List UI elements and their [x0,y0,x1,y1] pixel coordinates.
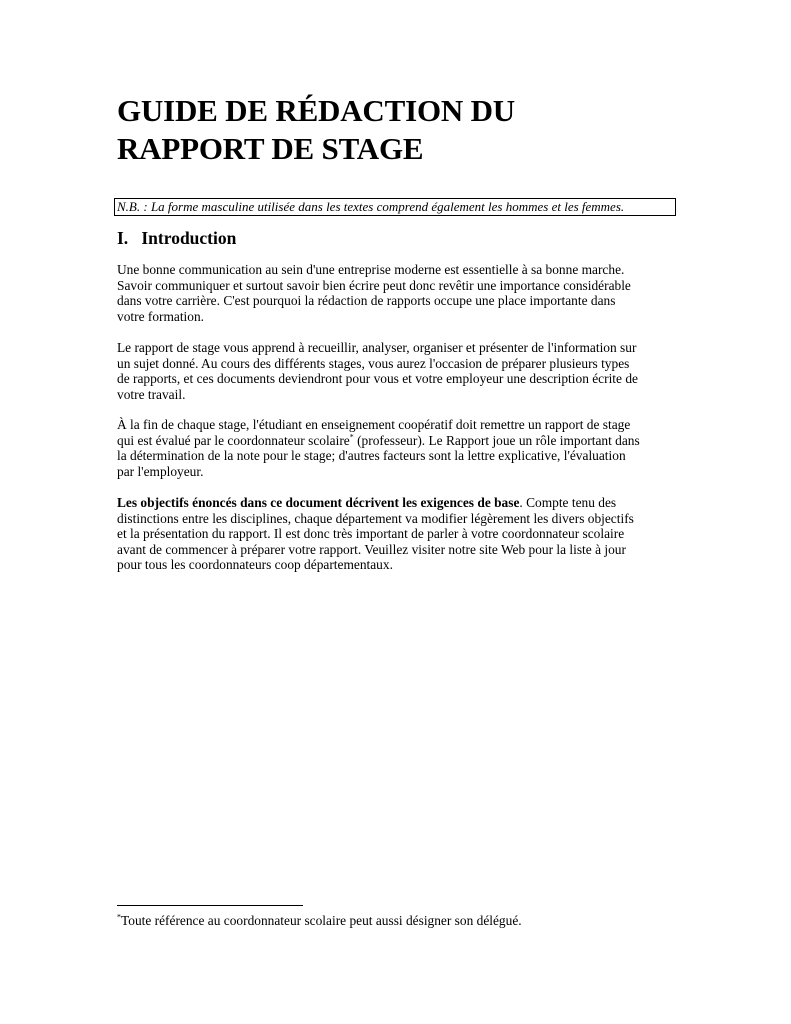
paragraph-bold-lead: Les objectifs énoncés dans ce document décrivent les exigences de base [117,495,520,510]
section-heading-introduction [117,227,236,249]
paragraph-line: un sujet donné. Au cours des différents stages, vous aurez l'occasion de préparer plusieurs types [117,355,630,371]
paragraph-line: À la fin de chaque stage, l'étudiant en enseignement coopératif doit remettre un rapport de stage [117,417,631,432]
paragraph-text: . Compte tenu des [519,495,617,510]
paragraph-line: distinctions entre les disciplines, chaque département va modifier légèrement les divers objectifs [117,510,634,526]
paragraph-line: dans votre carrière. C'est pourquoi la rédaction de rapports occupe une place importante dans [117,293,616,309]
paragraph-line [117,495,677,511]
paragraph-line: votre formation. [117,308,205,324]
paragraph-line: avant de commencer à préparer votre rapport. Veuillez visiter notre site Web pour la liste à jour [117,541,626,557]
paragraph-line: Savoir communiquer et surtout savoir bien écrire peut donc revêtir une importance considérable [117,277,631,293]
section-title: Introduction [141,228,237,248]
gender-note-box [114,198,676,216]
paragraph-4 [117,495,677,573]
footnote-reference-marker: * [349,432,354,442]
paragraph-line: la détermination de la note pour le stage; d'autres facteurs sont la lettre explicative, l'évaluation [117,448,626,464]
paragraph-line: par l'employeur. [117,463,204,479]
footnote [117,913,522,929]
footnote-separator [117,905,303,906]
gender-note-text: N.B. : La forme masculine utilisée dans les textes comprend également les hommes et les femmes. [117,199,625,214]
paragraph-text: (professeur). Le Rapport joue un rôle important dans [353,432,640,448]
paragraph-line: pour tous les coordonnateurs coop départementaux. [117,557,393,573]
paragraph-line: votre travail. [117,386,186,402]
paragraph-line [117,433,677,449]
section-number: I. [117,228,129,248]
footnote-marker: * [117,912,121,922]
title-line-2: RAPPORT DE STAGE [117,131,424,166]
title-line-1: GUIDE DE RÉDACTION DU [117,93,515,128]
paragraph-3 [117,417,677,479]
paragraph-line: de rapports, et ces documents deviendront pour vous et votre employeur une description écrite de [117,371,638,387]
paragraph-1 [117,262,677,324]
page-title [117,92,677,168]
paragraph-line: et la présentation du rapport. Il est donc très important de parler à votre coordonnateur scolaire [117,526,625,542]
paragraph-text: qui est évalué par le coordonnateur scolaire [117,432,350,448]
paragraph-line: Une bonne communication au sein d'une entreprise moderne est essentielle à sa bonne marche. [117,262,625,277]
paragraph-line: Le rapport de stage vous apprend à recueillir, analyser, organiser et présenter de l'information sur [117,340,637,355]
footnote-text: Toute référence au coordonnateur scolaire peut aussi désigner son délégué. [121,913,522,928]
paragraph-2 [117,340,677,402]
